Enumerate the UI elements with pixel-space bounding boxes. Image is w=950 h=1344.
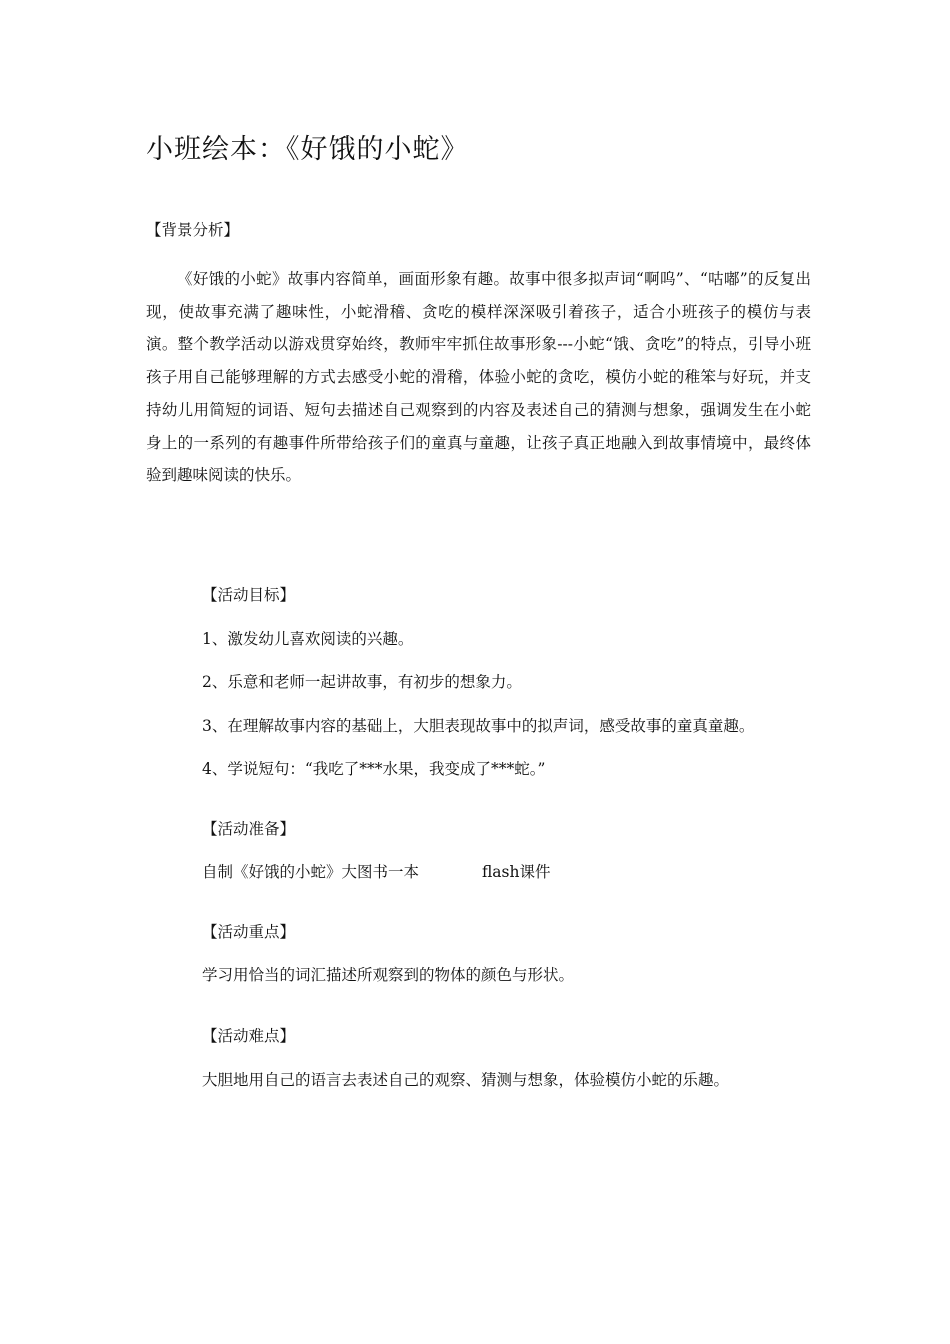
- preparation-line: [202, 860, 550, 884]
- goal-item: 1、激发幼儿喜欢阅读的兴趣。: [202, 630, 414, 648]
- key-point-heading: 【活动重点】: [202, 923, 296, 941]
- background-heading: 【背景分析】: [146, 221, 240, 239]
- goal-item: 4、学说短句：“我吃了***水果，我变成了***蛇。”: [202, 760, 546, 778]
- goal-item: 2、乐意和老师一起讲故事，有初步的想象力。: [202, 673, 522, 691]
- key-point-text: 学习用恰当的词汇描述所观察到的物体的颜色与形状。: [202, 966, 575, 984]
- background-paragraph: 《好饿的小蛇》故事内容简单，画面形象有趣。故事中很多拟声词“啊呜”、“咕嘟”的反复出现，使故事充满了趣味性，小蛇滑稽、贪吃的模样深深吸引着孩子，适合小班孩子的模仿与表演。整个教学活动以游戏贯穿始终，教师牢牢抓住故事形象---小蛇“饿、贪吃”的特点，引导小班孩子用自己能够理解的方式去感受小蛇的滑稽，体验小蛇的贪吃，模仿小蛇的稚笨与好玩，并支持幼儿用简短的词语、短句去描述自己观察到的内容及表述自己的猜测与想象，强调发生在小蛇身上的一系列的有趣事件所带给孩子们的童真与童趣，让孩子真正地融入到故事情境中，最终体验到趣味阅读的快乐。: [146, 270, 811, 485]
- goals-heading: 【活动目标】: [202, 586, 296, 604]
- preparation-heading: 【活动准备】: [202, 820, 296, 838]
- difficulty-text: 大胆地用自己的语言去表述自己的观察、猜测与想象，体验模仿小蛇的乐趣。: [202, 1071, 730, 1089]
- difficulty-heading: 【活动难点】: [202, 1027, 296, 1045]
- goal-item: 3、在理解故事内容的基础上，大胆表现故事中的拟声词，感受故事的童真童趣。: [202, 717, 755, 735]
- preparation-item-flash: flash课件: [481, 863, 551, 881]
- preparation-item-book: 自制《好饿的小蛇》大图书一本: [202, 863, 420, 881]
- page-title: 小班绘本：《好饿的小蛇》: [146, 134, 469, 165]
